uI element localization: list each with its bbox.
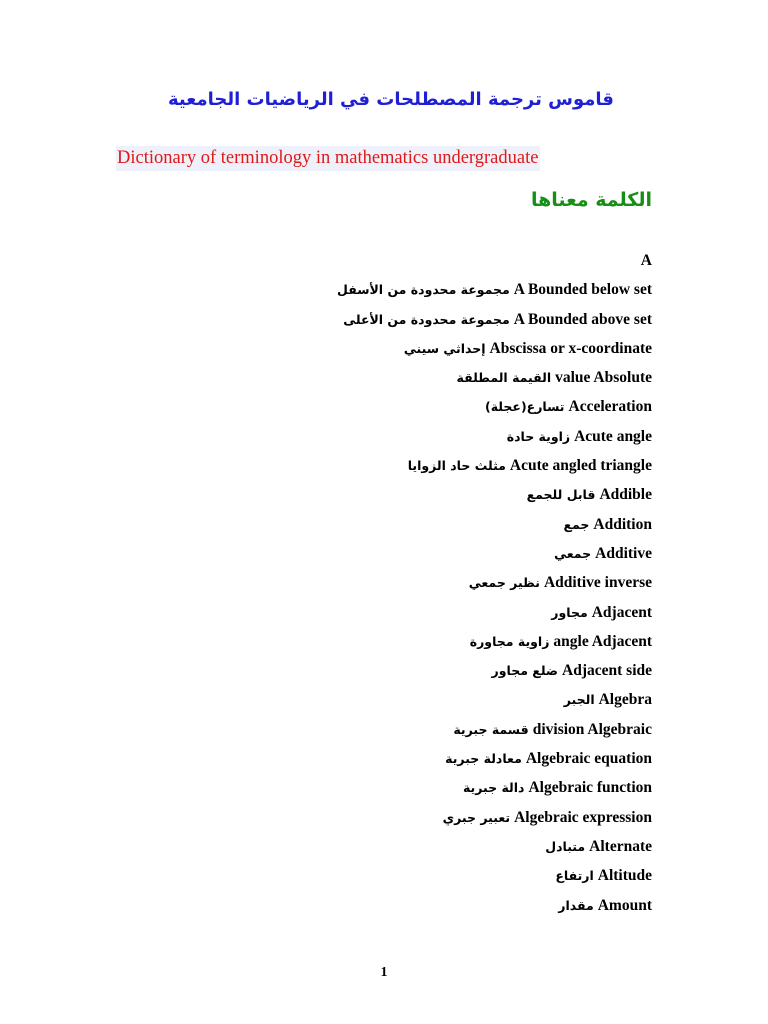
entry-english: Algebraic expression xyxy=(514,808,652,826)
list-item xyxy=(92,568,652,597)
arabic-title: قاموس ترجمة المصطلحات في الرياضيات الجامعية xyxy=(168,89,614,110)
entry-english: A Bounded above set xyxy=(513,310,652,328)
list-item xyxy=(92,510,652,539)
list-item xyxy=(92,744,652,773)
entry-english: angle Adjacent xyxy=(553,632,652,650)
entry-english: Additive xyxy=(595,544,652,562)
entry-arabic: ضلع مجاور xyxy=(491,663,559,679)
entry-arabic: نظير جمعي xyxy=(468,575,540,591)
list-item xyxy=(92,480,652,509)
list-item xyxy=(92,685,652,714)
dictionary-entries xyxy=(92,246,652,920)
list-item xyxy=(92,334,652,363)
section-letter xyxy=(92,246,652,275)
list-item xyxy=(92,773,652,802)
entry-english: Acceleration xyxy=(568,398,652,416)
list-item xyxy=(92,832,652,861)
list-item xyxy=(92,656,652,685)
entry-english: Abscissa or x-coordinate xyxy=(489,339,652,357)
list-item xyxy=(92,715,652,744)
entry-arabic: جمع xyxy=(563,516,590,532)
entry-arabic: جمعي xyxy=(554,545,592,561)
column-heading: الكلمة معناها xyxy=(530,189,652,211)
entry-english: A Bounded below set xyxy=(513,281,652,299)
entry-english: Algebra xyxy=(598,691,652,709)
entry-arabic: إحداثي سيني xyxy=(403,340,486,356)
entry-arabic: الجبر xyxy=(563,692,595,708)
entry-arabic: تعبير جبري xyxy=(442,809,511,825)
entry-arabic: مجموعة محدودة من الأسفل xyxy=(337,282,510,298)
list-item xyxy=(92,539,652,568)
entry-arabic: زاوية مجاورة xyxy=(469,633,550,649)
page-number: 1 xyxy=(380,965,388,980)
entry-english: Acute angle xyxy=(574,427,652,445)
entry-arabic: زاوية حادة xyxy=(506,428,571,444)
entry-english: Alternate xyxy=(589,837,652,855)
entry-english: value Absolute xyxy=(555,369,652,387)
entry-english: Adjacent xyxy=(591,603,652,621)
entry-arabic: مجاور xyxy=(551,604,588,620)
entry-arabic: قسمة جبرية xyxy=(453,721,529,737)
entry-english: Algebraic equation xyxy=(525,750,652,768)
english-title-wrapper xyxy=(116,146,540,172)
entry-english: division Algebraic xyxy=(532,720,652,738)
english-title: Dictionary of terminology in mathematics undergraduate xyxy=(116,146,540,171)
list-item xyxy=(92,422,652,451)
entry-arabic: تسارع(عجلة) xyxy=(485,399,565,415)
entry-english: Addition xyxy=(593,515,652,533)
entry-english: Addible xyxy=(599,486,652,504)
list-item xyxy=(92,451,652,480)
list-item xyxy=(92,803,652,832)
list-item xyxy=(92,363,652,392)
list-item xyxy=(92,627,652,656)
entry-arabic: معادلة جبرية xyxy=(445,751,522,767)
entry-arabic: قابل للجمع xyxy=(526,487,596,503)
entry-english: Adjacent side xyxy=(562,662,652,680)
list-item xyxy=(92,392,652,421)
entry-english: Additive inverse xyxy=(543,574,652,592)
entry-english: Acute angled triangle xyxy=(509,457,652,475)
entry-arabic: القيمة المطلقة xyxy=(456,370,552,386)
list-item xyxy=(92,891,652,920)
section-letter-text: A xyxy=(640,252,652,269)
list-item xyxy=(92,861,652,890)
list-item xyxy=(92,305,652,334)
entry-english: Amount xyxy=(597,896,652,914)
list-item xyxy=(92,598,652,627)
entry-arabic: مثلث حاد الزوايا xyxy=(407,458,506,474)
entry-english: Altitude xyxy=(597,867,652,885)
entry-list xyxy=(92,275,652,920)
entry-english: Algebraic function xyxy=(528,779,652,797)
entry-arabic: ارتفاع xyxy=(555,868,594,884)
entry-arabic: متبادل xyxy=(545,838,586,854)
entry-arabic: مجموعة محدودة من الأعلى xyxy=(343,311,510,327)
entry-arabic: مقدار xyxy=(558,897,594,913)
list-item xyxy=(92,275,652,304)
entry-arabic: دالة جبرية xyxy=(462,780,525,796)
